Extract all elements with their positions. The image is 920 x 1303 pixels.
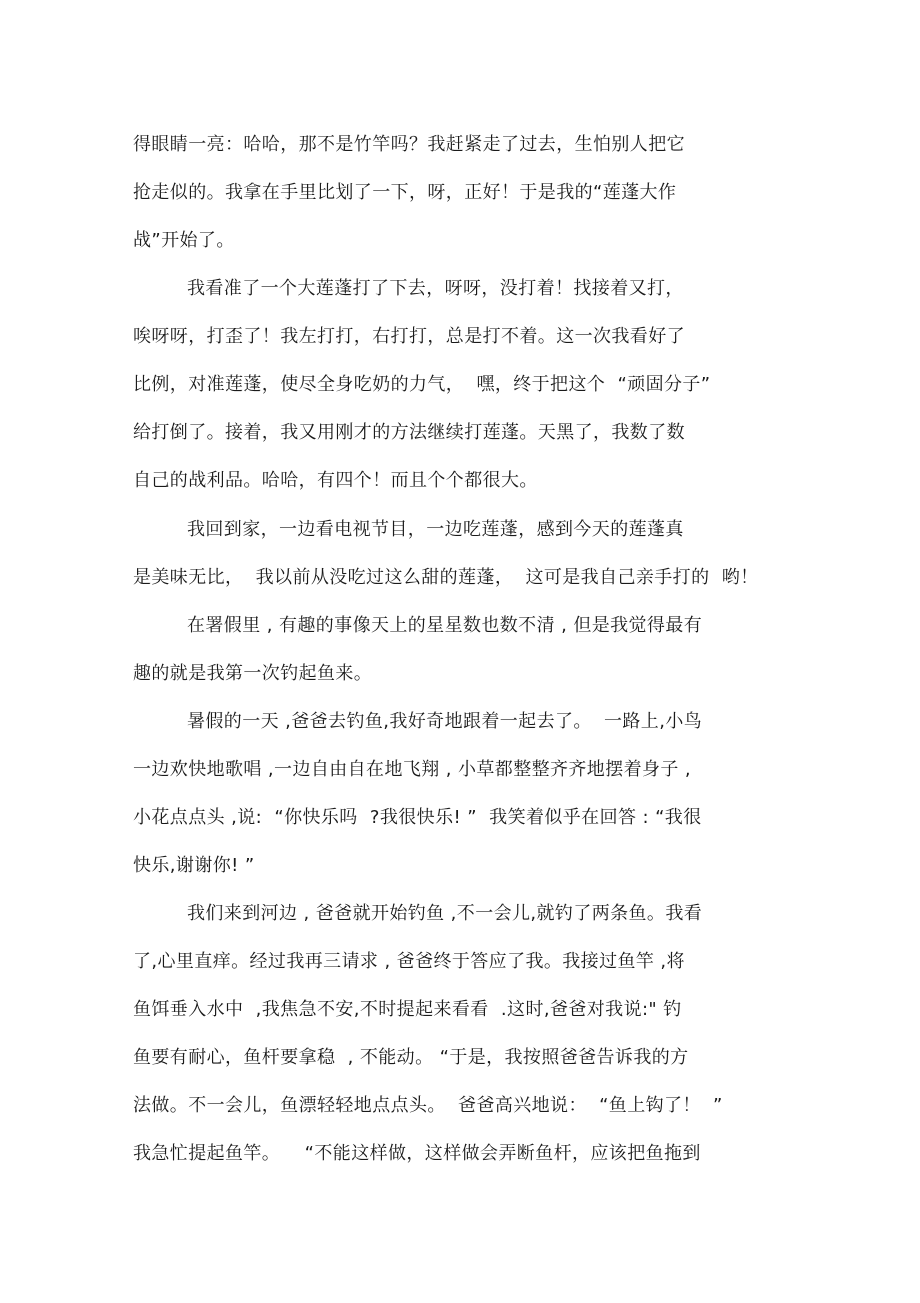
- text-line: 我急忙提起鱼竿。 “不能这样做，这样做会弄断鱼杆，应该把鱼拖到: [133, 1143, 701, 1164]
- text-line: 给打倒了。接着，我又用刚才的方法继续打莲蓬。天黑了，我数了数: [133, 422, 685, 443]
- paragraph-start-line: 我们来到河边 , 爸爸就开始钓鱼 ,不一会儿,就钓了两条鱼。我看: [187, 903, 703, 924]
- text-line: 是美味无比， 我以前从没吃过这么甜的莲蓬， 这可是我自己亲手打的 哟！: [133, 567, 759, 588]
- text-line: 比例，对准莲蓬，使尽全身吃奶的力气， 嘿，终于把这个 “顽固分子”: [133, 374, 711, 395]
- paragraph-start-line: 我看准了一个大莲蓬打了下去，呀呀，没打着！找接着又打，: [187, 278, 684, 299]
- text-line: 法做。不一会儿，鱼漂轻轻地点点头。 爸爸高兴地说： “鱼上钩了！ ”: [133, 1095, 723, 1116]
- paragraph-start-line: 暑假的一天 ,爸爸去钓鱼,我好奇地跟着一起去了。 一路上,小鸟: [187, 711, 703, 732]
- text-line: 抢走似的。我拿在手里比划了一下，呀，正好！于是我的“莲蓬大作: [133, 182, 677, 203]
- text-line: 战”开始了。: [133, 230, 235, 251]
- paragraph-start-line: 我回到家，一边看电视节目，一边吃莲蓬，感到今天的莲蓬真: [187, 519, 684, 540]
- text-line: 一边欢快地歌唱 ,一边自由自在地飞翔 , 小草都整整齐齐地摆着身子 ,: [133, 759, 692, 780]
- text-line: 趣的就是我第一次钓起鱼来。: [133, 663, 373, 684]
- text-line: 得眼睛一亮：哈哈，那不是竹竿吗？我赶紧走了过去，生怕别人把它: [133, 134, 685, 155]
- text-line: 鱼要有耐心，鱼杆要拿稳 , 不能动。 “于是，我按照爸爸告诉我的方: [133, 1047, 689, 1068]
- text-line: 了,心里直痒。经过我再三请求 , 爸爸终于答应了我。我接过鱼竿 ,将: [133, 951, 685, 972]
- text-line: 小花点点头 ,说: “你快乐吗 ?我很快乐! ” 我笑着似乎在回答 : “我很: [133, 807, 702, 828]
- text-line: 唉呀呀，打歪了！我左打打，右打打，总是打不着。这一次我看好了: [133, 326, 685, 347]
- text-line: 鱼饵垂入水中 ,我焦急不安,不时提起来看看 .这时,爸爸对我说:" 钓: [133, 999, 682, 1020]
- text-line: 自己的战利品。哈哈，有四个！而且个个都很大。: [133, 470, 538, 491]
- text-line: 快乐,谢谢你! ”: [133, 855, 255, 876]
- paragraph-start-line: 在署假里 , 有趣的事像天上的星星数也数不清 , 但是我觉得最有: [187, 615, 703, 636]
